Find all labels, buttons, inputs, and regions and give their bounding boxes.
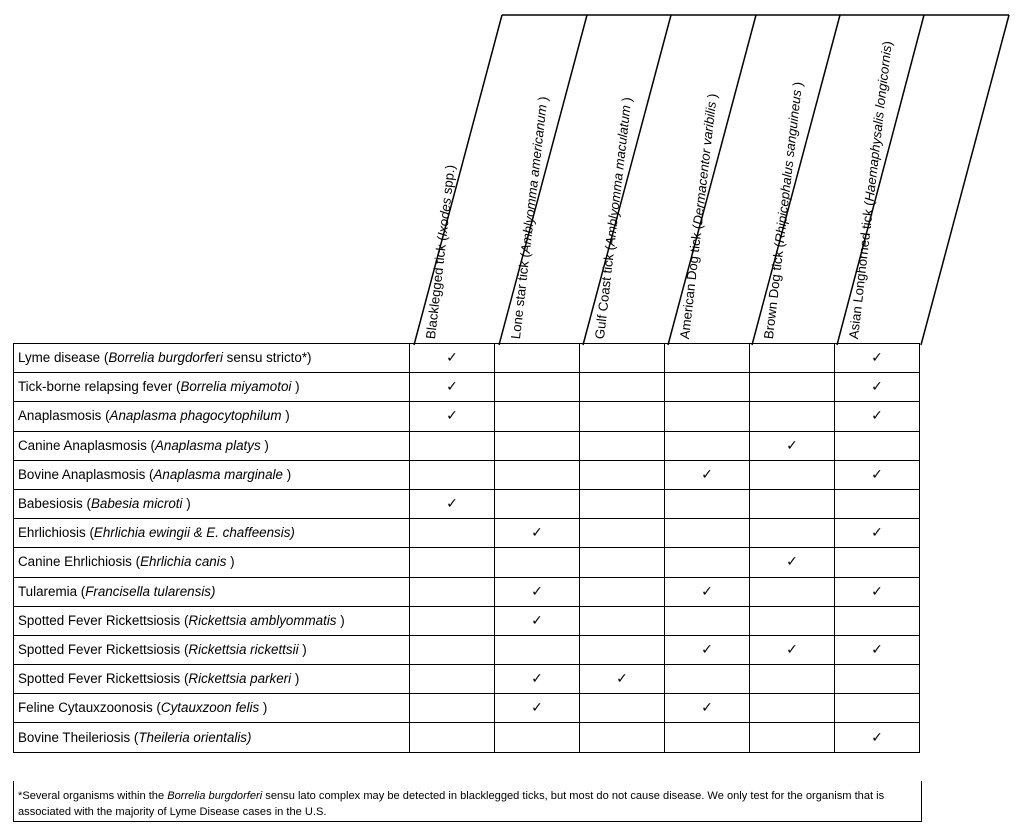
disease-prefix: Lyme disease ( bbox=[18, 350, 109, 366]
tick-cell bbox=[495, 635, 580, 664]
tick-cell bbox=[835, 548, 920, 577]
tick-cell bbox=[835, 665, 920, 694]
tick-cell bbox=[835, 489, 920, 518]
check-mark: ✓ bbox=[531, 612, 543, 629]
tick-cell bbox=[580, 694, 665, 723]
tick-cell bbox=[410, 606, 495, 635]
tick-cell bbox=[410, 519, 495, 548]
tick-cell bbox=[750, 694, 835, 723]
tick-cell bbox=[580, 402, 665, 431]
check-mark: ✓ bbox=[616, 671, 628, 688]
tick-cell bbox=[410, 577, 495, 606]
tick-cell bbox=[665, 694, 750, 723]
tick-cell bbox=[495, 431, 580, 460]
disease-prefix: Canine Anaplasmosis ( bbox=[18, 437, 155, 453]
tick-cell bbox=[750, 577, 835, 606]
disease-cell bbox=[14, 577, 410, 606]
tick-cell bbox=[665, 577, 750, 606]
disease-latin: Anaplasma phagocytophilum bbox=[109, 408, 282, 424]
column-header: Asian Longhorned tick (Haemaphysalis longicornis) bbox=[845, 40, 895, 340]
tick-cell bbox=[665, 548, 750, 577]
tick-cell bbox=[410, 373, 495, 402]
table-row bbox=[14, 519, 920, 548]
check-mark: ✓ bbox=[531, 700, 543, 717]
disease-prefix: Canine Ehrlichiosis ( bbox=[18, 554, 141, 570]
disease-cell bbox=[14, 344, 410, 373]
column-header: American Dog tick (Dermacentor varibilis ) bbox=[676, 92, 720, 340]
disease-cell bbox=[14, 665, 410, 694]
tick-cell bbox=[580, 723, 665, 752]
tick-cell bbox=[580, 519, 665, 548]
tick-cell bbox=[665, 519, 750, 548]
disease-latin: Borrelia miyamotoi bbox=[180, 379, 292, 395]
table-row bbox=[14, 489, 920, 518]
tick-cell bbox=[410, 344, 495, 373]
tick-cell bbox=[665, 635, 750, 664]
disease-suffix: ) bbox=[291, 671, 300, 687]
footnote: *Several organisms within the Borrelia burgdorferi sensu lato complex may be detected in blacklegged ticks, but most do not cause disease. We only test for the organism that is associated with the majority of Lyme Disease cases in the U.S. bbox=[13, 781, 922, 822]
table-row bbox=[14, 402, 920, 431]
disease-cell bbox=[14, 606, 410, 635]
disease-suffix: ) bbox=[259, 700, 268, 716]
tick-cell bbox=[495, 548, 580, 577]
disease-cell bbox=[14, 402, 410, 431]
tick-cell bbox=[665, 373, 750, 402]
table-row bbox=[14, 577, 920, 606]
check-mark: ✓ bbox=[531, 583, 543, 600]
tick-cell bbox=[835, 460, 920, 489]
check-mark: ✓ bbox=[531, 525, 543, 542]
disease-prefix: Anaplasmosis ( bbox=[18, 408, 110, 424]
check-mark: ✓ bbox=[701, 700, 713, 717]
tick-cell bbox=[665, 723, 750, 752]
disease-prefix: Ehrlichiosis ( bbox=[18, 525, 94, 541]
tick-cell bbox=[495, 373, 580, 402]
column-header: Brown Dog tick (Rhipicephalus sanguineus ) bbox=[760, 80, 806, 340]
tick-cell bbox=[410, 489, 495, 518]
disease-cell bbox=[14, 519, 410, 548]
disease-prefix: Tularemia ( bbox=[18, 583, 86, 599]
disease-latin: Borrelia burgdorferi bbox=[108, 350, 223, 366]
table-row bbox=[14, 635, 920, 664]
check-mark: ✓ bbox=[531, 671, 543, 688]
tick-cell bbox=[410, 460, 495, 489]
tick-cell bbox=[750, 431, 835, 460]
check-mark: ✓ bbox=[871, 583, 883, 600]
table-row bbox=[14, 431, 920, 460]
table-row bbox=[14, 373, 920, 402]
disease-suffix: ) bbox=[336, 612, 345, 628]
disease-cell bbox=[14, 548, 410, 577]
table-row bbox=[14, 606, 920, 635]
check-mark: ✓ bbox=[871, 641, 883, 658]
disease-latin: Rickettsia rickettsii bbox=[188, 641, 299, 657]
tick-cell bbox=[580, 344, 665, 373]
disease-cell bbox=[14, 723, 410, 752]
check-mark: ✓ bbox=[446, 350, 458, 367]
tick-cell bbox=[495, 606, 580, 635]
tick-cell bbox=[580, 606, 665, 635]
tick-cell bbox=[835, 723, 920, 752]
tick-cell bbox=[495, 723, 580, 752]
disease-suffix: ) bbox=[281, 408, 290, 424]
check-mark: ✓ bbox=[701, 466, 713, 483]
disease-suffix: ) bbox=[226, 554, 235, 570]
table-row bbox=[14, 723, 920, 752]
tick-cell bbox=[835, 519, 920, 548]
disease-latin: Francisella tularensis) bbox=[85, 583, 216, 599]
tick-cell bbox=[835, 694, 920, 723]
tick-cell bbox=[665, 344, 750, 373]
tick-cell bbox=[750, 606, 835, 635]
tick-cell bbox=[580, 489, 665, 518]
tick-cell bbox=[495, 460, 580, 489]
check-mark: ✓ bbox=[871, 379, 883, 396]
table-row bbox=[14, 665, 920, 694]
tick-cell bbox=[750, 519, 835, 548]
tick-cell bbox=[750, 402, 835, 431]
tick-cell bbox=[580, 665, 665, 694]
table-row bbox=[14, 694, 920, 723]
tick-cell bbox=[750, 635, 835, 664]
column-header: Blacklegged tick (Ixodes spp.) bbox=[422, 164, 458, 340]
disease-cell bbox=[14, 694, 410, 723]
disease-latin: Ehrlichia canis bbox=[140, 554, 227, 570]
disease-prefix: Spotted Fever Rickettsiosis ( bbox=[18, 671, 189, 687]
tick-cell bbox=[665, 489, 750, 518]
tick-cell bbox=[750, 344, 835, 373]
tick-cell bbox=[580, 577, 665, 606]
disease-prefix: Babesiosis ( bbox=[18, 496, 91, 512]
tick-cell bbox=[410, 635, 495, 664]
table-row bbox=[14, 460, 920, 489]
tick-cell bbox=[580, 635, 665, 664]
disease-suffix: sensu stricto*) bbox=[222, 350, 312, 366]
tick-cell bbox=[495, 694, 580, 723]
tick-cell bbox=[410, 723, 495, 752]
tick-cell bbox=[835, 577, 920, 606]
disease-cell bbox=[14, 373, 410, 402]
tick-cell bbox=[495, 665, 580, 694]
disease-latin: Rickettsia amblyommatis bbox=[188, 612, 337, 628]
tick-cell bbox=[665, 402, 750, 431]
disease-latin: Rickettsia parkeri bbox=[188, 671, 292, 687]
tick-cell bbox=[410, 402, 495, 431]
tick-cell bbox=[750, 665, 835, 694]
disease-prefix: Bovine Anaplasmosis ( bbox=[18, 466, 154, 482]
disease-prefix: Spotted Fever Rickettsiosis ( bbox=[18, 641, 189, 657]
tick-cell bbox=[665, 665, 750, 694]
disease-latin: Ehrlichia ewingii & E. chaffeensis) bbox=[93, 525, 295, 541]
check-mark: ✓ bbox=[786, 437, 798, 454]
check-mark: ✓ bbox=[786, 641, 798, 658]
tick-cell bbox=[750, 373, 835, 402]
check-mark: ✓ bbox=[871, 408, 883, 425]
tick-cell bbox=[580, 460, 665, 489]
tick-cell bbox=[580, 373, 665, 402]
disease-suffix: ) bbox=[182, 496, 191, 512]
disease-cell bbox=[14, 489, 410, 518]
check-mark: ✓ bbox=[446, 496, 458, 513]
check-mark: ✓ bbox=[446, 408, 458, 425]
disease-latin: Babesia microti bbox=[90, 496, 183, 512]
disease-suffix: ) bbox=[260, 437, 269, 453]
table-row bbox=[14, 548, 920, 577]
tick-cell bbox=[580, 431, 665, 460]
tick-cell bbox=[835, 373, 920, 402]
tick-cell bbox=[580, 548, 665, 577]
check-mark: ✓ bbox=[871, 525, 883, 542]
disease-cell bbox=[14, 460, 410, 489]
tick-cell bbox=[410, 694, 495, 723]
table-body bbox=[14, 344, 920, 753]
tick-cell bbox=[750, 723, 835, 752]
check-mark: ✓ bbox=[701, 641, 713, 658]
tick-cell bbox=[495, 402, 580, 431]
disease-cell bbox=[14, 431, 410, 460]
disease-cell bbox=[14, 635, 410, 664]
check-mark: ✓ bbox=[446, 379, 458, 396]
check-mark: ✓ bbox=[871, 466, 883, 483]
column-header: Lone star tick (Amblyomma americanum ) bbox=[507, 95, 551, 340]
disease-prefix: Spotted Fever Rickettsiosis ( bbox=[18, 612, 189, 628]
tick-cell bbox=[750, 548, 835, 577]
column-header: Gulf Coast tick (Amblyomma maculatum ) bbox=[591, 96, 635, 340]
disease-suffix: ) bbox=[291, 379, 300, 395]
tick-cell bbox=[665, 431, 750, 460]
tick-cell bbox=[835, 344, 920, 373]
tick-cell bbox=[495, 519, 580, 548]
tick-cell bbox=[835, 402, 920, 431]
tick-cell bbox=[665, 606, 750, 635]
disease-latin: Anaplasma marginale bbox=[153, 466, 283, 482]
disease-suffix: ) bbox=[298, 641, 307, 657]
tick-cell bbox=[495, 489, 580, 518]
disease-prefix: Feline Cytauxzoonosis ( bbox=[18, 700, 161, 716]
check-mark: ✓ bbox=[701, 583, 713, 600]
tick-cell bbox=[835, 635, 920, 664]
tick-cell bbox=[410, 665, 495, 694]
tick-cell bbox=[835, 606, 920, 635]
check-mark: ✓ bbox=[786, 554, 798, 571]
tick-cell bbox=[410, 431, 495, 460]
tick-disease-table bbox=[13, 343, 920, 753]
check-mark: ✓ bbox=[871, 350, 883, 367]
tick-cell bbox=[495, 577, 580, 606]
table-row bbox=[14, 344, 920, 373]
check-mark: ✓ bbox=[871, 729, 883, 746]
tick-cell bbox=[410, 548, 495, 577]
disease-prefix: Tick-borne relapsing fever ( bbox=[18, 379, 181, 395]
disease-latin: Cytauxzoon felis bbox=[160, 700, 260, 716]
disease-latin: Anaplasma platys bbox=[154, 437, 261, 453]
disease-suffix: ) bbox=[282, 466, 292, 482]
tick-cell bbox=[495, 344, 580, 373]
disease-prefix: Bovine Theileriosis ( bbox=[18, 729, 139, 745]
tick-cell bbox=[835, 431, 920, 460]
tick-cell bbox=[750, 489, 835, 518]
tick-cell bbox=[665, 460, 750, 489]
tick-cell bbox=[750, 460, 835, 489]
disease-latin: Theileria orientalis) bbox=[138, 729, 252, 745]
